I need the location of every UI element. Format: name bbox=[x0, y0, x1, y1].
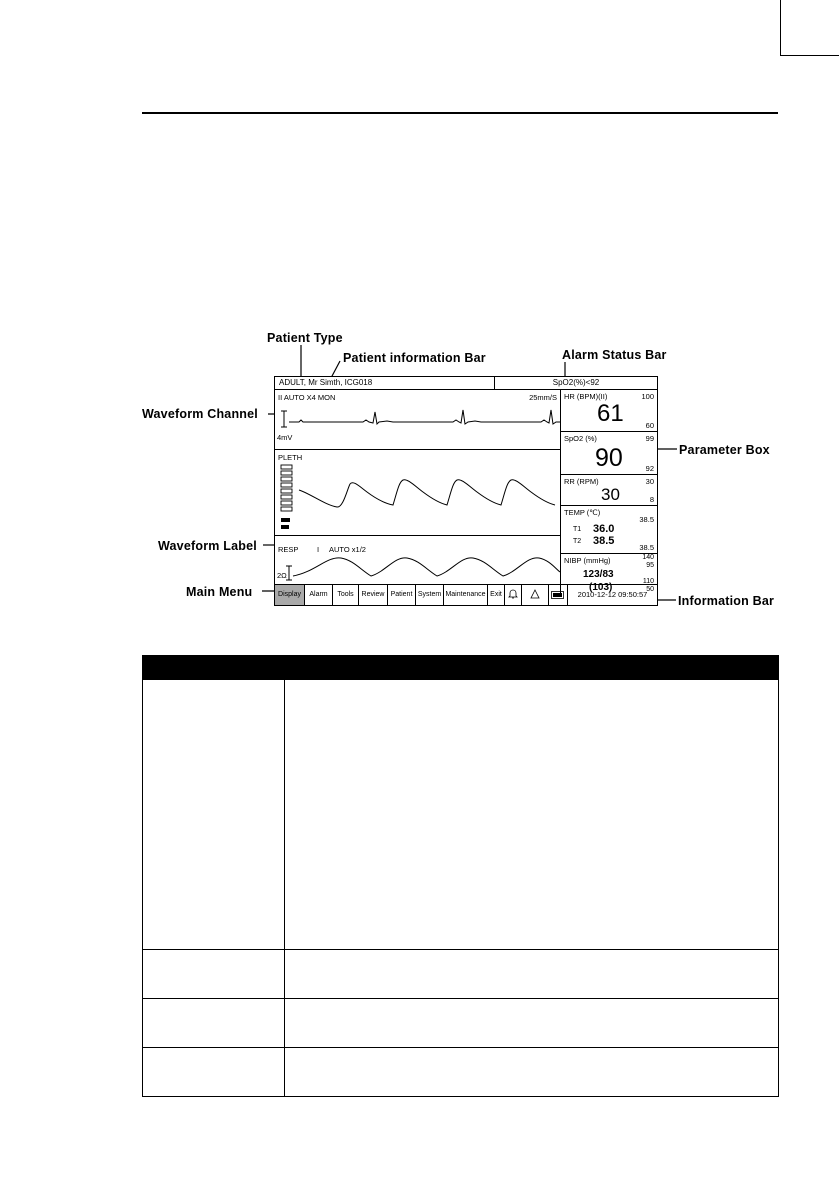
hr-parameter-box[interactable] bbox=[561, 390, 657, 432]
spo2-value: 90 bbox=[595, 444, 623, 472]
table-row-divider bbox=[143, 949, 778, 950]
ecg-waveform-label: II AUTO X4 MON bbox=[278, 393, 336, 402]
menu-patient-button[interactable]: Patient bbox=[388, 585, 416, 605]
menu-tools-button[interactable]: Tools bbox=[333, 585, 359, 605]
bell-icon[interactable] bbox=[505, 585, 522, 605]
pleth-strength-bar-filled bbox=[281, 518, 290, 522]
nibp-value: 123/83 bbox=[583, 569, 614, 580]
temp-t2-label: T2 bbox=[573, 538, 582, 545]
hr-title: HR (BPM)(II) bbox=[564, 392, 608, 401]
main-menu-bar bbox=[275, 584, 657, 605]
temp-alarm-high: 38.5 bbox=[639, 515, 654, 524]
alarm-triangle-icon[interactable] bbox=[522, 585, 549, 605]
pleth-waveform bbox=[275, 450, 560, 536]
resp-scale: 2Ω bbox=[277, 571, 287, 580]
menu-maintenance-button[interactable]: Maintenance bbox=[444, 585, 488, 605]
battery-icon bbox=[549, 585, 567, 605]
ecg-scale: 4mV bbox=[277, 433, 293, 442]
callout-patient-info-bar: Patient information Bar bbox=[343, 351, 486, 365]
callout-patient-type: Patient Type bbox=[267, 331, 343, 345]
spo2-parameter-box[interactable] bbox=[561, 432, 657, 475]
ecg-waveform-channel[interactable] bbox=[275, 390, 560, 450]
rr-alarm-low: 8 bbox=[649, 495, 654, 504]
rr-title: RR (RPM) bbox=[564, 477, 599, 486]
resp-lead: I bbox=[317, 545, 320, 554]
callout-waveform-label: Waveform Label bbox=[158, 539, 257, 553]
nibp-alarm-low-sys: 95 bbox=[646, 562, 654, 569]
menu-display-button[interactable]: Display bbox=[275, 585, 305, 605]
monitor-screen bbox=[274, 376, 658, 606]
callout-waveform-channel: Waveform Channel bbox=[142, 407, 258, 421]
menu-review-button[interactable]: Review bbox=[359, 585, 388, 605]
table-column-divider bbox=[284, 680, 285, 1097]
temp-t1-label: T1 bbox=[573, 526, 582, 533]
nibp-alarm-low-dia: 50 bbox=[646, 586, 654, 593]
resp-waveform-label: RESP bbox=[278, 545, 299, 554]
table-row-divider bbox=[143, 1047, 778, 1048]
spo2-alarm-high: 99 bbox=[645, 434, 654, 443]
waveform-area bbox=[275, 390, 561, 597]
temp-t1-value: 36.0 bbox=[593, 523, 615, 535]
parameter-area bbox=[561, 390, 657, 597]
temp-alarm-low: 38.5 bbox=[639, 543, 654, 552]
callout-information-bar: Information Bar bbox=[678, 594, 775, 608]
pleth-waveform-channel[interactable] bbox=[275, 450, 560, 536]
description-table bbox=[142, 655, 779, 1097]
rr-alarm-high: 30 bbox=[645, 477, 654, 486]
hr-alarm-low: 60 bbox=[645, 421, 654, 430]
temp-title: TEMP (℃) bbox=[564, 508, 601, 517]
hr-alarm-high: 100 bbox=[641, 392, 654, 401]
ecg-waveform bbox=[275, 390, 560, 450]
spo2-title: SpO2 (%) bbox=[564, 434, 597, 443]
nibp-title: NIBP (mmHg) bbox=[564, 556, 611, 565]
table-row-divider bbox=[143, 998, 778, 999]
spo2-alarm-low: 92 bbox=[645, 464, 654, 473]
patient-info-bar[interactable]: ADULT, Mr Simth, ICG018 bbox=[275, 377, 495, 390]
callout-parameter-box: Parameter Box bbox=[679, 443, 770, 457]
datetime-display: 2010-12-12 09:50:57 bbox=[567, 585, 657, 605]
ecg-sweep-speed: 25mm/S bbox=[529, 393, 557, 402]
pleth-strength-bar-filled bbox=[281, 525, 289, 529]
nibp-alarm-high-sys: 140 bbox=[642, 554, 654, 561]
menu-system-button[interactable]: System bbox=[416, 585, 444, 605]
temp-parameter-box[interactable] bbox=[561, 506, 657, 554]
alarm-status-bar: SpO2(%)<92 bbox=[495, 377, 657, 390]
menu-alarm-button[interactable]: Alarm bbox=[305, 585, 333, 605]
table-header bbox=[143, 656, 778, 680]
nibp-mean: (103) bbox=[589, 582, 613, 593]
rr-parameter-box[interactable] bbox=[561, 475, 657, 506]
pleth-waveform-label: PLETH bbox=[278, 453, 303, 462]
menu-exit-button[interactable]: Exit bbox=[488, 585, 505, 605]
nibp-alarm-high-dia: 110 bbox=[642, 578, 654, 585]
callout-alarm-status-bar: Alarm Status Bar bbox=[562, 348, 667, 362]
callout-main-menu: Main Menu bbox=[186, 585, 253, 599]
hr-value: 61 bbox=[597, 400, 624, 427]
rr-value: 30 bbox=[601, 485, 620, 504]
resp-gain: AUTO x1/2 bbox=[329, 545, 366, 554]
temp-t2-value: 38.5 bbox=[593, 535, 615, 547]
